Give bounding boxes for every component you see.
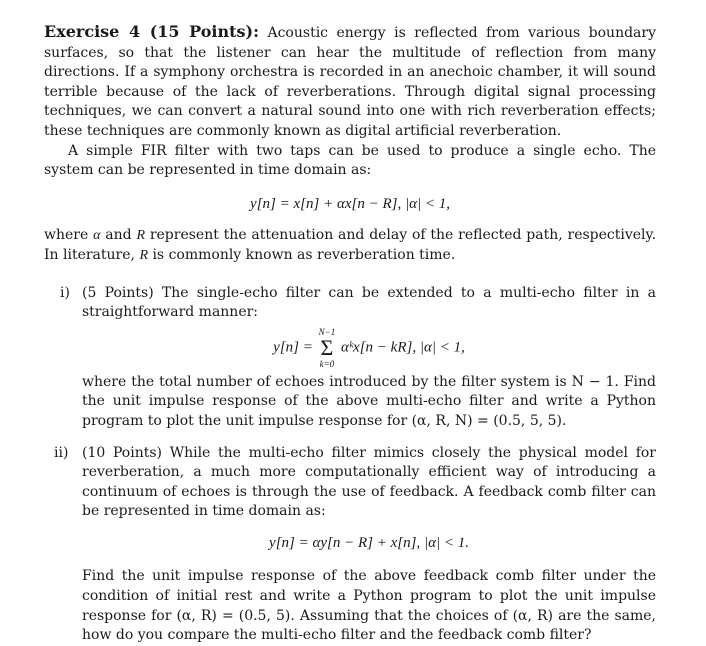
exercise-heading: Exercise 4 (15 Points): <box>44 22 259 41</box>
equation-multi-echo <box>82 327 656 369</box>
equation-single-echo <box>44 195 656 215</box>
where-paragraph <box>44 226 656 265</box>
summation-operator <box>319 327 336 369</box>
part-ii-label: ii) <box>54 444 69 461</box>
intro-paragraph <box>44 22 656 142</box>
equation-feedback-comb <box>82 534 656 554</box>
sum-lower-limit: k=0 <box>319 358 335 369</box>
equation-single-echo-text: y[n] = x[n] + αx[n − R], |α| < 1, <box>250 195 450 212</box>
sigma-symbol: Σ <box>320 334 334 360</box>
part-ii-body: Find the unit impulse response of the above feedback comb filter under the condition of initial rest and write a Python program to plot the unit impulse response for (α, R) = (0.5, 5). Assuming that the choices of (α, R) are the same, how do you compare the multi-echo filter and the feedback comb filter? <box>82 568 656 644</box>
multi-echo-lhs: y[n] = <box>273 339 313 356</box>
part-ii <box>44 444 656 646</box>
where-text-3: represent the attenuation and delay of the reflected path, respectively. In literature, <box>44 227 657 263</box>
part-i-body: where the total number of echoes introduced by the filter system is N − 1. Find the unit impulse response of the above multi-echo filter and write a Python program to plot the unit impulse response for (α, R, N) = (0.5, 5, 5). <box>82 373 656 429</box>
part-ii-lead: (10 Points) While the multi-echo filter mimics closely the physical model for reverberation, a much more computationally efficient way of introducing a continuum of echoes is through the use of feedback. A feedback comb filter can be represented in time domain as: <box>82 444 656 520</box>
sum-upper-limit: N−1 <box>318 326 336 337</box>
feedback-comb-equation-text: y[n] = αy[n − R] + x[n], |α| < 1. <box>269 534 469 551</box>
where-text-1: where <box>44 227 89 244</box>
where-text-2: and <box>105 227 132 244</box>
multi-echo-rhs: αᵏx[n − kR], |α| < 1, <box>340 339 465 356</box>
part-i <box>44 284 656 432</box>
part-i-label: i) <box>60 284 70 301</box>
where-text-4: is commonly known as reverberation time. <box>152 246 456 263</box>
part-i-lead: (5 Points) The single-echo filter can be extended to a multi-echo filter in a straightforward manner: <box>82 284 656 321</box>
fir-intro-paragraph: A simple FIR filter with two taps can be used to produce a single echo. The system can be represented in time domain as: <box>44 142 656 179</box>
r-symbol-2: R <box>139 247 148 263</box>
alpha-symbol: α <box>93 228 101 244</box>
r-symbol: R <box>136 228 145 244</box>
intro-text: Acoustic energy is reflected from various boundary surfaces, so that the listener can hear the multitude of reflection from many directions. If a symphony orchestra is recorded in an anechoic chamber, it will sound terrible because of the lack of reverberations. Through digital signal processing techniques, we can convert a natural sound into one with rich reverberation effects; these techniques are commonly known as digital artificial reverberation. <box>44 25 657 139</box>
exercise-document <box>44 22 656 646</box>
